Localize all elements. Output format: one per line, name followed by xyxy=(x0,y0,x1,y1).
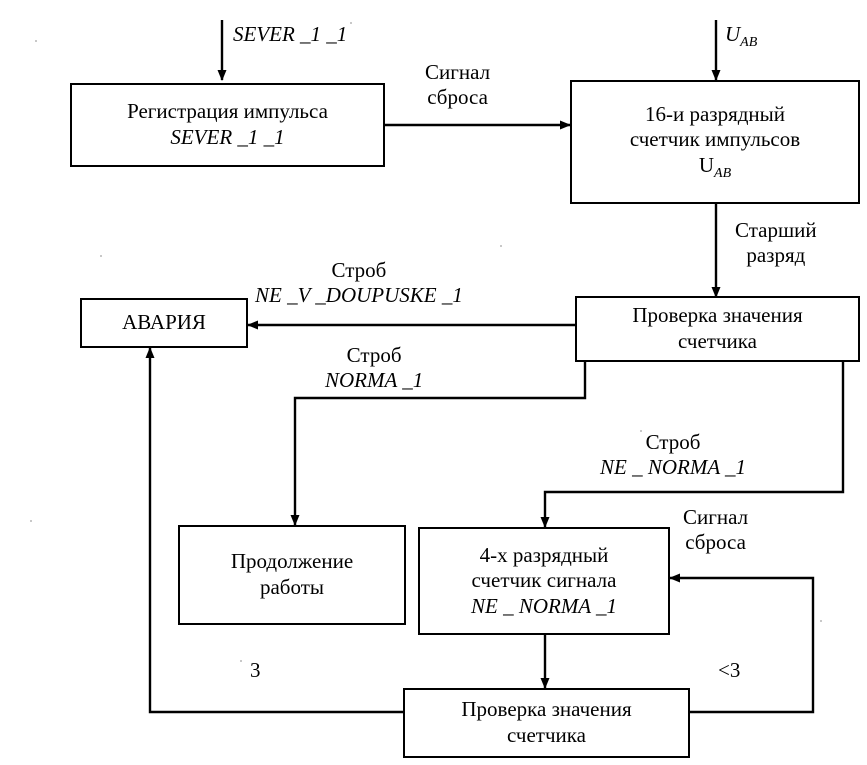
label-reset-signal-bottom-line2: сброса xyxy=(685,530,746,555)
label-senior-bit-line1: Старший xyxy=(735,218,817,242)
label-input-uab-symbol: U xyxy=(725,22,741,46)
node-alarm-label: АВАРИЯ xyxy=(122,310,206,335)
label-strobe-ne-norma-line1: Строб xyxy=(645,430,701,454)
label-input-uab xyxy=(725,22,757,52)
node-registration-line1: Регистрация импульса xyxy=(127,99,328,124)
label-strobe-norma-line1: Строб xyxy=(346,343,402,367)
node-check-counter-bottom[interactable] xyxy=(403,688,690,758)
node-counter4[interactable] xyxy=(418,527,670,635)
label-reset-signal-top-line1: Сигнал xyxy=(425,60,491,84)
label-strobe-norma-line2: NORMA _1 xyxy=(325,368,424,393)
label-reset-signal-bottom-line1: Сигнал xyxy=(683,505,749,529)
label-strobe-ne-norma-line2: NE _ NORMA _1 xyxy=(600,455,747,480)
node-counter16-line2: счетчик импульсов xyxy=(629,127,801,152)
node-counter4-line1: 4-х разрядный xyxy=(479,542,609,567)
label-strobe-ne-v-doupuske-line2: NE _V _DOUPUSKE _1 xyxy=(255,283,463,308)
label-strobe-norma xyxy=(325,343,423,393)
node-continue-work-line2: работы xyxy=(259,575,324,599)
node-check-counter-bottom-line2: счетчика xyxy=(507,723,586,747)
node-check-counter-bottom-line1: Проверка значения xyxy=(461,697,632,722)
label-strobe-ne-v-doupuske-line1: Строб xyxy=(331,258,387,282)
label-count-three: 3 xyxy=(250,658,261,682)
node-counter4-line3: NE _ NORMA _1 xyxy=(470,593,618,618)
label-senior-bit-line2: разряд xyxy=(746,243,806,268)
node-counter16[interactable] xyxy=(570,80,860,204)
node-check-counter-top[interactable] xyxy=(575,296,860,362)
label-reset-signal-bottom xyxy=(683,505,748,555)
node-counter16-line1: 16-и разрядный xyxy=(644,101,786,126)
node-counter16-subscript: AB xyxy=(714,166,732,182)
label-reset-signal-top xyxy=(425,60,490,110)
node-check-counter-top-line1: Проверка значения xyxy=(632,303,803,328)
node-registration[interactable] xyxy=(70,83,385,167)
node-alarm[interactable] xyxy=(80,298,248,348)
label-reset-signal-top-line2: сброса xyxy=(427,85,488,110)
label-input-sever: SEVER _1 _1 xyxy=(233,22,348,46)
node-continue-work-line1: Продолжение xyxy=(230,549,354,574)
node-check-counter-top-line2: счетчика xyxy=(678,329,757,353)
node-counter16-line3 xyxy=(699,153,731,182)
node-counter4-line2: счетчик сигнала xyxy=(471,568,617,593)
node-counter16-symbol: U xyxy=(698,152,715,177)
label-count-less-three: <3 xyxy=(718,658,741,682)
label-strobe-ne-norma xyxy=(600,430,746,480)
label-strobe-ne-v-doupuske xyxy=(255,258,463,308)
label-senior-bit xyxy=(735,218,817,268)
node-continue-work[interactable] xyxy=(178,525,406,625)
edge-less-three-reset xyxy=(670,578,813,712)
label-input-uab-subscript: AB xyxy=(740,35,758,51)
node-registration-line2: SEVER _1 _1 xyxy=(170,125,285,149)
